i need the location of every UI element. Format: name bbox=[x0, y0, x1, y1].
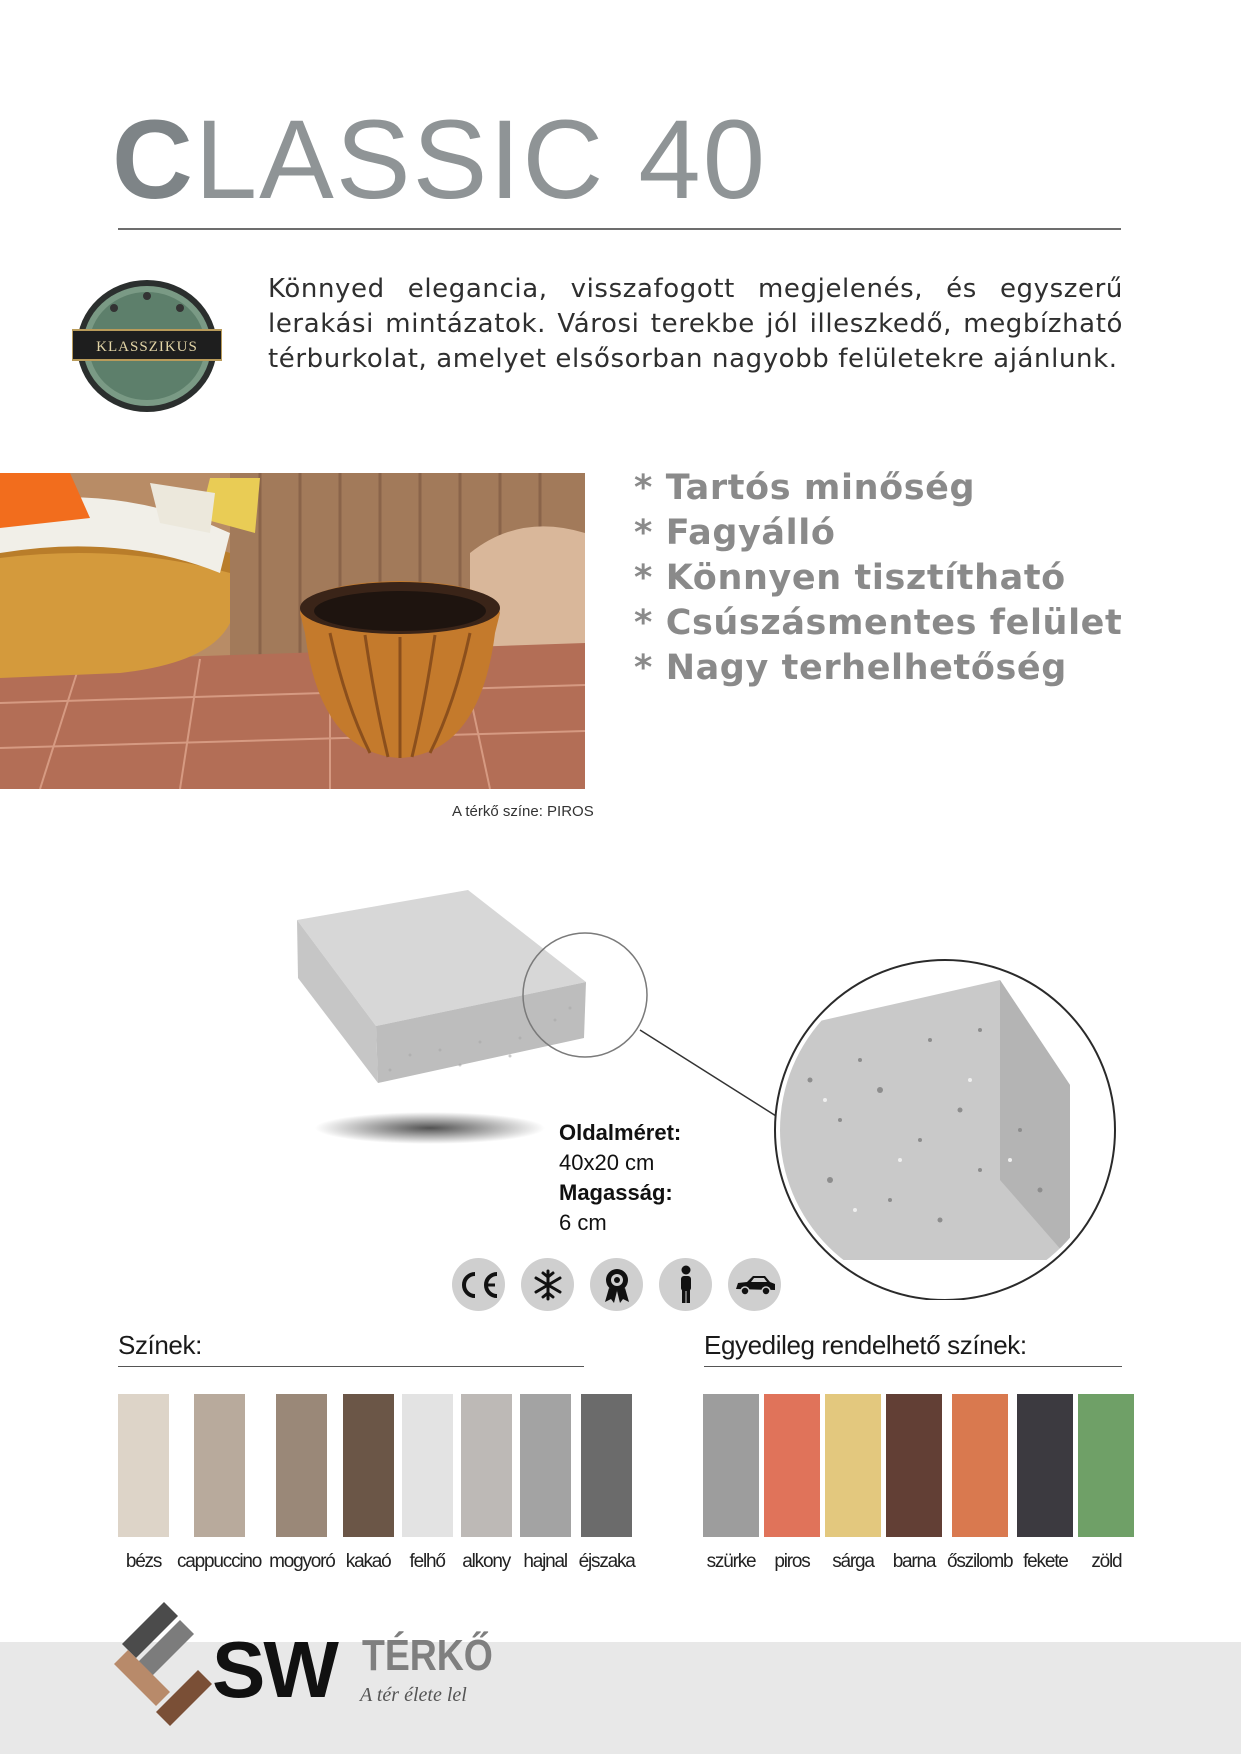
spec-block bbox=[559, 1118, 681, 1238]
swatch-label: cappuccino bbox=[177, 1551, 262, 1572]
swatch-label: felhő bbox=[409, 1551, 445, 1572]
feature-item: * Csúszásmentes felület bbox=[634, 603, 1123, 643]
color-swatch bbox=[194, 1394, 245, 1537]
swatch-item bbox=[1017, 1394, 1073, 1573]
swatch-label: szürke bbox=[706, 1551, 756, 1572]
brand-logo-mark bbox=[114, 1602, 214, 1726]
swatch-item bbox=[947, 1394, 1012, 1573]
feature-item: * Könnyen tisztítható bbox=[634, 558, 1066, 598]
height-value: 6 cm bbox=[559, 1210, 607, 1235]
color-swatch bbox=[764, 1394, 820, 1537]
color-swatch bbox=[1017, 1394, 1073, 1537]
swatch-label: fekete bbox=[1023, 1551, 1068, 1572]
title-first-letter: C bbox=[112, 97, 195, 222]
product-photo bbox=[0, 473, 585, 789]
custom-colors-title: Egyedileg rendelhető színek: bbox=[704, 1330, 1027, 1360]
swatch-item bbox=[579, 1394, 635, 1573]
color-swatch bbox=[952, 1394, 1008, 1537]
standard-colors-divider bbox=[118, 1366, 584, 1367]
pedestrian-icon bbox=[659, 1258, 712, 1311]
color-swatch bbox=[276, 1394, 327, 1537]
swatch-label: éjszaka bbox=[578, 1551, 635, 1572]
standard-colors-title: Színek: bbox=[118, 1330, 202, 1360]
standard-color-swatches bbox=[118, 1394, 635, 1573]
intro-text: Könnyed elegancia, visszafogott megjelenés, és egyszerű lerakási mintázatok. Városi terekbe jól illeszkedő, megbízható térburkolat, amelyet elsősorban nagyobb felületekre ajánlunk. bbox=[268, 274, 1123, 374]
swatch-label: barna bbox=[892, 1551, 936, 1572]
color-swatch bbox=[118, 1394, 169, 1537]
color-swatch bbox=[581, 1394, 632, 1537]
color-swatch bbox=[461, 1394, 512, 1537]
quality-award-icon bbox=[590, 1258, 643, 1311]
swatch-item bbox=[1078, 1394, 1134, 1573]
car-icon bbox=[728, 1258, 781, 1311]
swatch-label: őszilomb bbox=[947, 1551, 1013, 1572]
color-swatch bbox=[886, 1394, 942, 1537]
color-swatch bbox=[825, 1394, 881, 1537]
color-swatch bbox=[1078, 1394, 1134, 1537]
side-size-label: Oldalméret: bbox=[559, 1120, 682, 1145]
snowflake-icon bbox=[521, 1258, 574, 1311]
title-divider bbox=[118, 228, 1121, 230]
height-label: Magasság: bbox=[559, 1180, 673, 1205]
page-title bbox=[112, 97, 767, 222]
swatch-item bbox=[520, 1394, 571, 1573]
custom-colors-divider bbox=[704, 1366, 1122, 1367]
classic-badge bbox=[72, 278, 222, 414]
swatch-label: piros bbox=[774, 1551, 810, 1572]
color-swatch bbox=[343, 1394, 394, 1537]
paver-illustration bbox=[280, 880, 1160, 1300]
brand-name: TÉRKŐ bbox=[362, 1631, 493, 1680]
swatch-item bbox=[764, 1394, 820, 1573]
swatch-item bbox=[269, 1394, 335, 1573]
photo-caption: A térkő színe: PIROS bbox=[452, 803, 594, 820]
swatch-item bbox=[118, 1394, 169, 1573]
swatch-label: mogyoró bbox=[269, 1551, 335, 1572]
swatch-item bbox=[343, 1394, 394, 1573]
swatch-label: zöld bbox=[1091, 1551, 1122, 1572]
swatch-item bbox=[177, 1394, 261, 1573]
ce-mark-icon bbox=[452, 1258, 505, 1311]
swatch-label: sárga bbox=[832, 1551, 874, 1572]
swatch-label: alkony bbox=[462, 1551, 511, 1572]
swatch-label: hajnal bbox=[523, 1551, 567, 1572]
feature-list bbox=[634, 466, 1122, 691]
feature-item: * Tartós minőség bbox=[634, 468, 976, 508]
color-swatch bbox=[402, 1394, 453, 1537]
custom-color-swatches bbox=[703, 1394, 1134, 1573]
color-swatch bbox=[703, 1394, 759, 1537]
swatch-item bbox=[703, 1394, 759, 1573]
swatch-item bbox=[886, 1394, 942, 1573]
swatch-label: kakaó bbox=[345, 1551, 391, 1572]
swatch-item bbox=[825, 1394, 881, 1573]
brand-tagline: A tér élete lel bbox=[360, 1684, 467, 1706]
side-size-value: 40x20 cm bbox=[559, 1150, 655, 1175]
feature-item: * Nagy terhelhetőség bbox=[634, 648, 1067, 688]
swatch-label: bézs bbox=[125, 1551, 162, 1572]
swatch-item bbox=[461, 1394, 512, 1573]
feature-item: * Fagyálló bbox=[634, 513, 836, 553]
color-swatch bbox=[520, 1394, 571, 1537]
title-rest: LASSIC 40 bbox=[194, 97, 767, 222]
badge-text: KLASSZIKUS bbox=[96, 339, 198, 355]
brand-sw: SW bbox=[212, 1625, 337, 1714]
swatch-item bbox=[402, 1394, 453, 1573]
property-icons bbox=[452, 1258, 781, 1311]
